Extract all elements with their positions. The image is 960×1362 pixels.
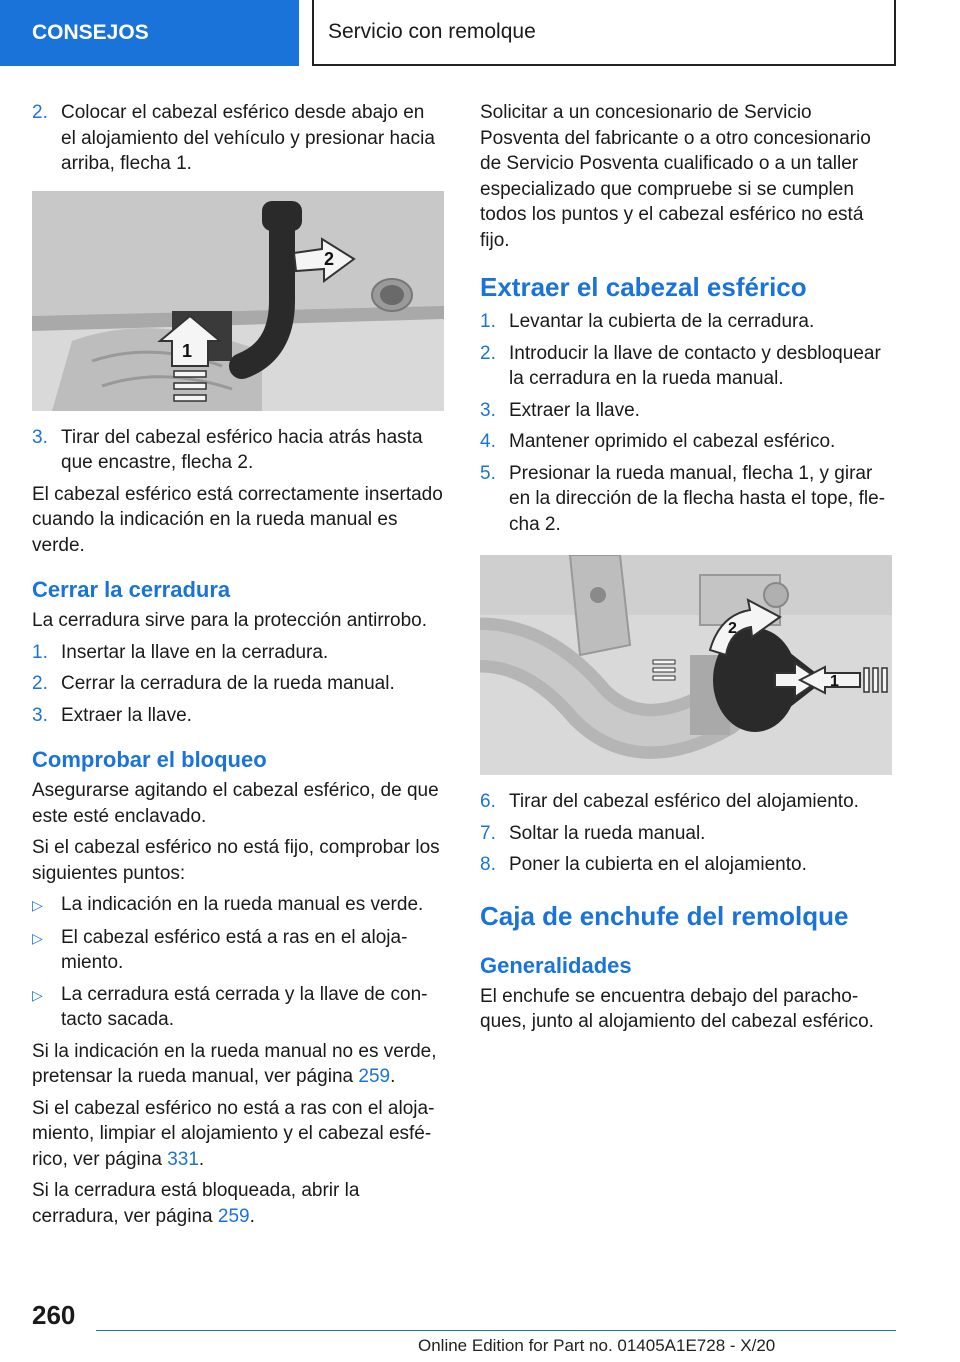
step-item <box>32 640 444 666</box>
remove-steps-list-2 <box>480 789 892 878</box>
arrow-label-2: 2 <box>728 620 737 637</box>
heading-close-lock: Cerrar la cerradura <box>32 577 231 602</box>
page-link-259[interactable]: 259 <box>358 1066 391 1087</box>
step-item <box>480 789 892 815</box>
towbar-insert-illustration <box>32 191 444 411</box>
arrow-label-1: 1 <box>182 340 193 361</box>
step-number: 8. <box>480 854 496 875</box>
step-number: 7. <box>480 822 496 844</box>
step-text: Presionar la rueda manual, flecha 1, y girar en la dirección de la flecha hasta el tope, flecha 2. <box>509 462 886 535</box>
heading-general: Generalidades <box>480 952 632 978</box>
arrow-label-1: 1 <box>830 673 839 690</box>
paragraph-dealer: Solicitar a un concesionario de Servicio Posventa del fabricante o a otro concesionario de Servicio Posventa cualificado o a un taller especializado que compruebe si se cumplen todos los puntos y el cabezal esférico no está fijo. <box>480 102 871 251</box>
footer-divider <box>96 1330 896 1331</box>
step-item <box>480 341 892 392</box>
step-number: 2. <box>32 673 48 694</box>
bullet-text: La indicación en la rueda manual es verde. <box>61 894 424 915</box>
step-item <box>32 703 444 729</box>
section-title: CONSEJOS <box>32 21 149 44</box>
towbar-remove-illustration <box>480 555 892 775</box>
page-link-259[interactable]: 259 <box>217 1205 250 1227</box>
heading-trailer-socket: Caja de enchufe del remolque <box>480 900 849 931</box>
paragraph-locked: Si la cerradura está bloqueada, abrir la cerradura, ver página 259. <box>32 1180 360 1227</box>
remove-steps-list <box>480 309 892 537</box>
figure-remove-ball-head <box>480 555 892 775</box>
step-number: 3. <box>32 704 48 726</box>
step-number: 5. <box>480 462 496 484</box>
section-tab <box>0 0 299 66</box>
bullet-text: La cerradura está cerrada y la llave de contacto sacada. <box>61 983 428 1030</box>
heading-remove-ball-head: Extraer el cabezal esférico <box>480 272 807 302</box>
arrow-label-2: 2 <box>324 248 335 269</box>
paragraph-check-1: Asegurarse agitando el cabezal esférico, de que este esté enclavado. <box>32 780 439 827</box>
step-number: 1. <box>480 311 496 332</box>
bullet-triangle-icon: ▷ <box>32 897 43 913</box>
step-item <box>32 671 444 697</box>
step-text: Poner la cubierta en el alojamiento. <box>509 854 807 875</box>
step-text: Insertar la llave en la cerradura. <box>61 641 329 663</box>
bullet-text: El cabezal esférico está a ras en el alojamiento. <box>61 926 408 973</box>
step-item <box>480 429 892 455</box>
step-text: Extraer la llave. <box>509 399 640 421</box>
step-number: 3. <box>32 426 48 448</box>
bullet-triangle-icon: ▷ <box>32 929 43 946</box>
step-text: Levantar la cubierta de la cerradura. <box>509 311 815 332</box>
step-item <box>480 852 892 878</box>
page-link-331[interactable]: 331 <box>167 1148 199 1170</box>
step-number: 3. <box>480 399 496 421</box>
bullet-item <box>32 982 444 1033</box>
step-item <box>480 398 892 424</box>
paragraph-check-2: Si el cabezal esférico no está fijo, comprobar los siguientes puntos: <box>32 837 440 884</box>
step-number: 6. <box>480 791 496 812</box>
paragraph-general: El enchufe se encuentra debajo del parachoques, junto al alojamiento del cabezal esférico. <box>480 985 874 1032</box>
figure-insert-ball-head <box>32 191 444 411</box>
step-number: 1. <box>32 641 48 663</box>
step-item <box>480 309 892 335</box>
close-steps-list <box>32 640 444 729</box>
bullet-triangle-icon: ▷ <box>32 986 43 1003</box>
step-text: Cerrar la cerradura de la rueda manual. <box>61 673 395 694</box>
step-number: 4. <box>480 431 496 452</box>
step-item <box>32 100 444 177</box>
paragraph-not-green: Si la indicación en la rueda manual no es verde, pretensar la rueda manual, ver página 259. <box>32 1040 437 1087</box>
step-text: Mantener oprimido el cabezal esférico. <box>509 431 836 452</box>
heading-check-lock: Comprobar el bloqueo <box>32 747 267 772</box>
right-column <box>480 100 892 1041</box>
bullet-item <box>32 925 444 976</box>
page-number: 260 <box>32 1300 76 1330</box>
step-number: 2. <box>32 102 48 123</box>
step-text: Extraer la llave. <box>61 704 192 726</box>
paragraph-not-flush: Si el cabezal esférico no está a ras con el alojamiento, limpiar el alojamiento y el cabezal esférico, ver página 331. <box>32 1097 435 1170</box>
step-text: Soltar la rueda manual. <box>509 822 706 844</box>
step-text: Tirar del cabezal esférico hacia atrás hasta que encastre, flecha 2. <box>61 426 423 473</box>
step-text: Colocar el cabezal esférico desde abajo en el alojamiento del vehículo y presionar hacia arriba, flecha 1. <box>61 102 435 174</box>
step-number: 2. <box>480 342 496 364</box>
footer-edition: Online Edition for Part no. 01405A1E728 - X/20 <box>418 1336 776 1355</box>
bullet-item <box>32 892 444 919</box>
step-text: Introducir la llave de contacto y desbloquear la cerradura en la rueda manual. <box>509 342 881 389</box>
step-item <box>480 821 892 847</box>
step-text: Tirar del cabezal esférico del alojamiento. <box>509 791 859 812</box>
step-item <box>480 461 892 538</box>
step-item <box>32 425 444 476</box>
check-bullet-list <box>32 892 444 1033</box>
chapter-header <box>312 0 896 66</box>
left-column <box>32 100 444 1235</box>
chapter-title: Servicio con remolque <box>328 20 536 43</box>
paragraph-correct-insert: El cabezal esférico está correctamente insertado cuando la indicación en la rueda manual es verde. <box>32 483 443 556</box>
paragraph-close-lock: La cerradura sirve para la protección antirrobo. <box>32 610 427 631</box>
